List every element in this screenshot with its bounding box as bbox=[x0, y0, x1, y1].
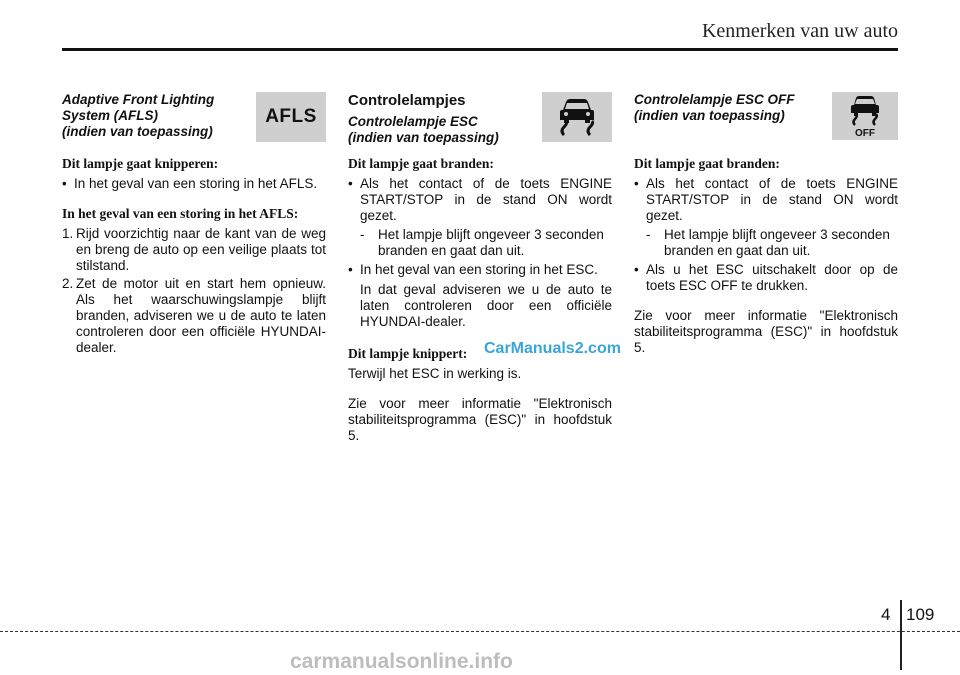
esc-off-bullet-contact: • Als het contact of de toets ENGINE START/STOP in de stand ON wordt gezet. bbox=[634, 176, 898, 224]
esc-flash-heading: Dit lampje knippert: bbox=[348, 346, 468, 361]
esc-off-bullet-switch: • Als u het ESC uitschakelt door op de toets ESC OFF te drukken. bbox=[634, 262, 898, 294]
esc-more-info: Zie voor meer informatie "Elektronisch stabiliteitsprogramma (ESC)" in hoofdstuk 5. bbox=[348, 396, 612, 443]
esc-dash-3-seconds: - Het lampje blijft ongeveer 3 seconden branden en gaat dan uit. bbox=[360, 227, 604, 258]
skidding-car-off-icon bbox=[842, 94, 888, 138]
esc-header-block bbox=[348, 92, 612, 146]
afls-blink-bullet: • In het geval van een storing in het AFLS. bbox=[62, 176, 326, 192]
afls-step-1-number: 1. bbox=[62, 226, 74, 241]
esc-off-indicator-icon bbox=[832, 92, 898, 140]
column-afls bbox=[62, 92, 326, 358]
esc-bullet-contact: • Als het contact of de toets ENGINE START/STOP in de stand ON wordt gezet. bbox=[348, 176, 612, 224]
afls-header-block bbox=[62, 92, 326, 146]
page-number: 109 bbox=[906, 605, 935, 624]
esc-subhead-line2: (indien van toepassing) bbox=[348, 130, 499, 145]
afls-subhead-line2: System (AFLS) bbox=[62, 108, 159, 123]
afls-step-2-text: Zet de motor uit en start hem opnieuw. Als het waarschuwingslampje blijft branden, adviseren we u de auto te laten controleren door een officiële HYUNDAI-dealer. bbox=[76, 276, 326, 355]
esc-subhead-line1: Controlelampje ESC bbox=[348, 114, 478, 129]
afls-step-2 bbox=[62, 276, 326, 356]
section-heading-controlelampjes: Controlelampjes bbox=[348, 92, 466, 109]
column-esc bbox=[348, 92, 612, 444]
esc-off-subhead-line2: (indien van toepassing) bbox=[634, 108, 785, 123]
esc-indicator-icon bbox=[542, 92, 612, 142]
esc-off-header-block bbox=[634, 92, 898, 146]
chapter-number: 4 bbox=[881, 605, 891, 624]
esc-off-more-info: Zie voor meer informatie "Elektronisch stabiliteitsprogramma (ESC)" in hoofdstuk 5. bbox=[634, 308, 898, 355]
footer-dashed-rule bbox=[0, 631, 960, 632]
esc-off-dash-3-seconds: - Het lampje blijft ongeveer 3 seconden branden en gaat dan uit. bbox=[646, 227, 890, 258]
afls-step-1 bbox=[62, 226, 326, 274]
esc-on-heading: Dit lampje gaat branden: bbox=[348, 156, 494, 171]
esc-bullet-fault: • In het geval van een storing in het ESC. bbox=[348, 262, 612, 278]
watermark-text: CarManuals2.com bbox=[484, 340, 621, 357]
afls-indicator-icon bbox=[256, 92, 326, 142]
page-header-title: Kenmerken van uw auto bbox=[701, 20, 898, 42]
afls-step-1-text: Rijd voorzichtig naar de kant van de weg en breng de auto op een veilige plaats tot stilstand. bbox=[76, 226, 326, 273]
esc-off-subhead-line1: Controlelampje ESC OFF bbox=[634, 92, 795, 107]
header-rule bbox=[62, 48, 898, 51]
afls-fault-heading: In het geval van een storing in het AFLS: bbox=[62, 206, 299, 221]
afls-subhead-line3: (indien van toepassing) bbox=[62, 124, 213, 139]
afls-blink-heading: Dit lampje gaat knipperen: bbox=[62, 156, 219, 171]
afls-subhead-line1: Adaptive Front Lighting bbox=[62, 92, 215, 107]
esc-off-on-heading: Dit lampje gaat branden: bbox=[634, 156, 780, 171]
esc-fault-advice: In dat geval adviseren we u de auto te laten controleren door een officiële HYUNDAI-dealer. bbox=[360, 282, 612, 329]
afls-icon-text: AFLS bbox=[265, 106, 317, 127]
footer-site-watermark: carmanualsonline.info bbox=[290, 650, 513, 673]
skidding-car-icon bbox=[554, 96, 600, 138]
page-number-separator bbox=[900, 600, 902, 670]
esc-flash-text: Terwijl het ESC in werking is. bbox=[348, 366, 522, 381]
off-label: OFF bbox=[855, 128, 875, 138]
esc-dash-text: Het lampje blijft ongeveer 3 seconden branden en gaat dan uit. bbox=[378, 227, 604, 258]
column-esc-off bbox=[634, 92, 898, 356]
afls-step-2-number: 2. bbox=[62, 276, 74, 291]
esc-off-dash-text: Het lampje blijft ongeveer 3 seconden branden en gaat dan uit. bbox=[664, 227, 890, 258]
